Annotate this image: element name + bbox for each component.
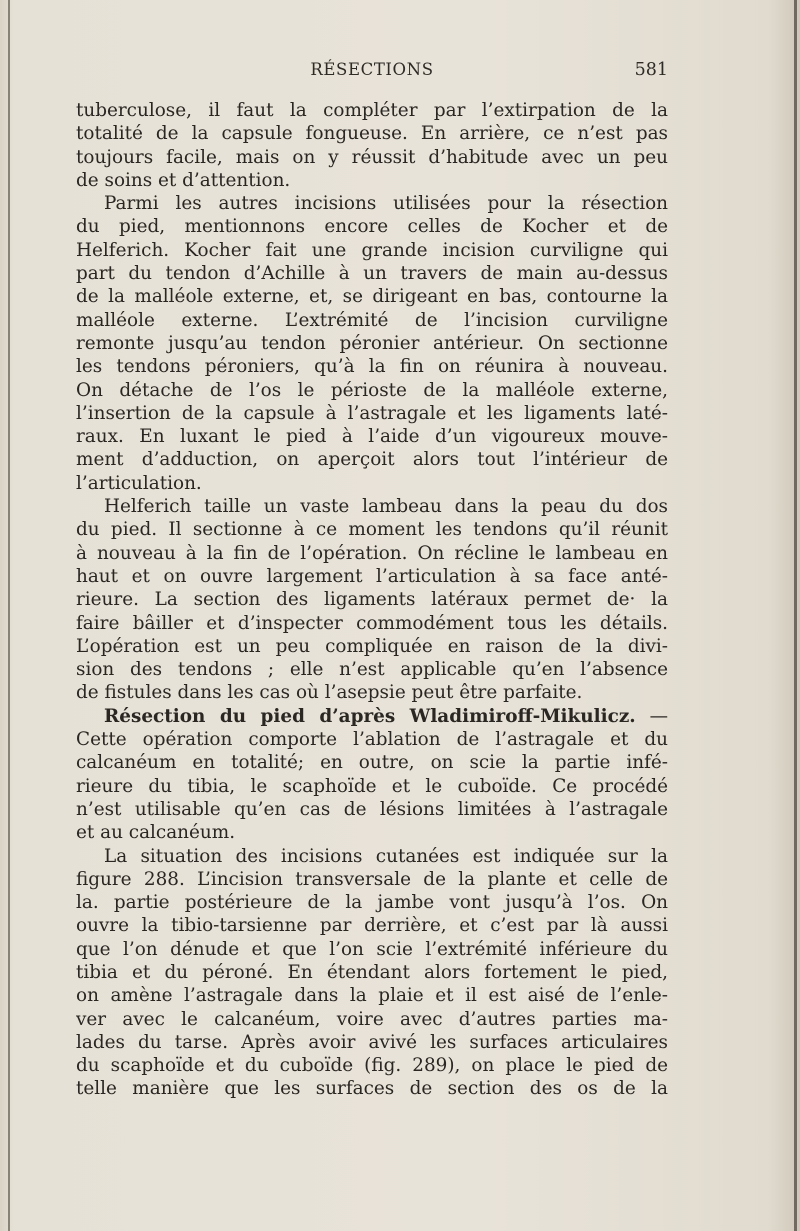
text-line: n’est utilisable qu’en cas de lésions limitées à l’astragale xyxy=(76,798,668,820)
text-line: on amène l’astragale dans la plaie et il est aisé de l’enle- xyxy=(76,985,668,1007)
text-line: figure 288. L’incision transversale de la plante et celle de xyxy=(76,868,668,890)
text-line: l’insertion de la capsule à l’astragale et les ligaments laté- xyxy=(76,402,668,424)
text-line: de soins et d’attention. xyxy=(76,169,291,191)
text-line: Cette opération comporte l’ablation de l’astragale et du xyxy=(76,729,668,751)
text-line: l’articulation. xyxy=(76,472,202,494)
text-line: la. partie postérieure de la jambe vont jusqu’à l’os. On xyxy=(76,892,668,914)
page-left-edge xyxy=(8,0,10,1231)
text-line: de la malléole externe, et, se dirigeant en bas, contourne la xyxy=(76,286,668,308)
running-title: RÉSECTIONS xyxy=(310,60,434,79)
text-line: du pied. Il sectionne à ce moment les tendons qu’il réunit xyxy=(76,519,668,541)
text-line: tibia et du péroné. En étendant alors fortement le pied, xyxy=(76,961,668,983)
page-number: 581 xyxy=(634,60,668,80)
text-line: que l’on dénude et que l’on scie l’extrémité inférieure du xyxy=(76,938,668,960)
text-line: rieure. La section des ligaments latéraux permet de· la xyxy=(76,589,668,611)
text-line: de fistules dans les cas où l’asepsie peut être parfaite. xyxy=(76,682,583,704)
text-line: ment d’adduction, on aperçoit alors tout l’intérieur de xyxy=(76,449,668,471)
text-line: L’opération est un peu compliquée en raison de la divi- xyxy=(76,635,668,657)
text-line: du pied, mentionnons encore celles de Kocher et de xyxy=(76,216,668,238)
text-line: part du tendon d’Achille à un travers de main au-dessus xyxy=(76,263,668,285)
text-line: La situation des incisions cutanées est indiquée sur la xyxy=(104,845,668,867)
text-line: tuberculose, il faut la compléter par l’extirpation de la xyxy=(76,100,668,121)
text-line: calcanéum en totalité; en outre, on scie la partie infé- xyxy=(76,752,668,774)
text-line: telle manière que les surfaces de section des os de la xyxy=(76,1078,668,1100)
text-line: à nouveau à la fin de l’opération. On récline le lambeau en xyxy=(76,542,668,564)
section-heading: Résection du pied d’après Wladimiroff-Mikulicz. xyxy=(104,705,636,727)
text-line: du scaphoïde et du cuboïde (fig. 289), on place le pied de xyxy=(76,1055,668,1077)
body-text xyxy=(76,99,668,1101)
text-line: malléole externe. L’extrémité de l’incision curviligne xyxy=(76,309,668,331)
running-head xyxy=(76,60,668,82)
text-line: faire bâiller et d’inspecter commodément tous les détails. xyxy=(76,612,668,634)
text-line: totalité de la capsule fongueuse. En arrière, ce n’est pas xyxy=(76,123,668,145)
text-line: Helferich taille un vaste lambeau dans la peau du dos xyxy=(104,496,668,518)
text-line: haut et on ouvre largement l’articulation à sa face anté- xyxy=(76,565,668,587)
text-line: lades du tarse. Après avoir avivé les surfaces articulaires xyxy=(76,1031,668,1053)
text-line: sion des tendons ; elle n’est applicable qu’en l’absence xyxy=(76,659,668,681)
text-line: ver avec le calcanéum, voire avec d’autres parties ma- xyxy=(76,1008,668,1030)
text-line: On détache de l’os le périoste de la malléole externe, xyxy=(76,379,668,401)
section-heading-line xyxy=(76,705,668,728)
text-line: remonte jusqu’au tendon péronier antérieur. On sectionne xyxy=(76,332,668,354)
text-line: et au calcanéum. xyxy=(76,822,236,844)
text-line: rieure du tibia, le scaphoïde et le cuboïde. Ce procédé xyxy=(76,775,668,797)
text-line: Parmi les autres incisions utilisées pour la résection xyxy=(104,193,668,215)
text-line: ouvre la tibio-tarsienne par derrière, et c’est par là aussi xyxy=(76,915,668,937)
text-line: Helferich. Kocher fait une grande incision curviligne qui xyxy=(76,239,668,261)
section-heading-dash: — xyxy=(635,705,668,727)
text-line: raux. En luxant le pied à l’aide d’un vigoureux mouve- xyxy=(76,426,668,448)
text-line: toujours facile, mais on y réussit d’habitude avec un peu xyxy=(76,146,668,168)
text-line: les tendons péroniers, qu’à la fin on réunira à nouveau. xyxy=(76,356,668,378)
page-right-edge xyxy=(794,0,797,1231)
